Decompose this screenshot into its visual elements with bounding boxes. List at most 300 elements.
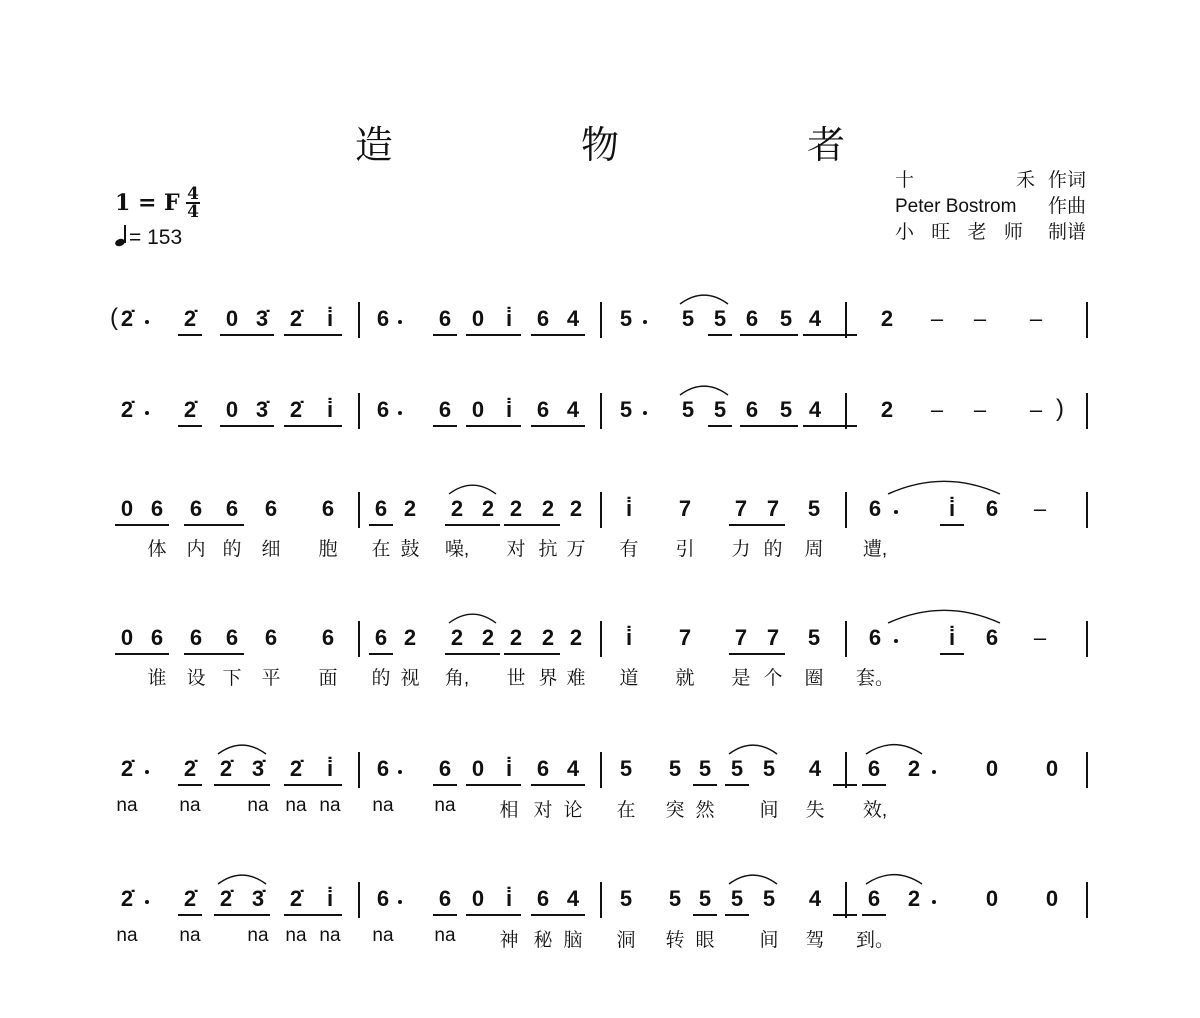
slur — [866, 745, 922, 754]
bar-line — [845, 752, 847, 788]
credit-name: 十 禾 — [895, 170, 1035, 191]
beam-underline — [504, 524, 560, 526]
lyric-syllable: 周 — [804, 539, 824, 560]
beam-underline — [214, 914, 270, 916]
note: 2 — [907, 756, 921, 781]
lyric-syllable: na — [116, 795, 138, 816]
note: 6 — [536, 397, 550, 422]
lyric-syllable: na — [247, 795, 269, 816]
credit-role: 制谱 — [1047, 222, 1086, 243]
beam-underline — [708, 425, 732, 427]
beam-underline — [178, 784, 202, 786]
beam-underline — [433, 334, 457, 336]
note: 4 — [808, 397, 822, 422]
beam-underline — [178, 334, 202, 336]
lyric-syllable: 个 — [763, 668, 783, 689]
slur — [888, 610, 1000, 623]
note: 6 — [867, 886, 881, 911]
note: 2 — [509, 625, 523, 650]
time-signature — [186, 186, 200, 220]
note: 4 — [808, 756, 822, 781]
beam-underline — [115, 653, 169, 655]
note: 2 — [481, 625, 495, 650]
note: 6 — [376, 886, 390, 911]
lyric-syllable: 设 — [186, 668, 206, 689]
note: 4 — [808, 886, 822, 911]
note: – — [930, 397, 944, 422]
lyric-syllable: 的 — [763, 539, 783, 560]
augmentation-dot — [145, 770, 149, 774]
note: 2 — [450, 625, 464, 650]
lyric-syllable: 在 — [616, 800, 636, 821]
note: 0 — [120, 625, 134, 650]
bar-line — [845, 882, 847, 918]
note: 2 — [403, 496, 417, 521]
lyric-syllable: na — [285, 795, 307, 816]
beam-underline — [531, 914, 585, 916]
note: 6 — [264, 496, 278, 521]
lyric-syllable: 神 — [499, 930, 519, 951]
bar-line — [358, 882, 360, 918]
note: 5 — [619, 886, 633, 911]
note: 2̇ — [183, 886, 197, 911]
note: 2 — [907, 886, 921, 911]
note: 2̇ — [289, 756, 303, 781]
bar-line — [600, 393, 602, 429]
note: 6 — [150, 496, 164, 521]
bar-line — [1086, 393, 1088, 429]
note: i̇ — [326, 397, 334, 422]
augmentation-dot — [932, 900, 936, 904]
lyric-syllable: 角, — [444, 668, 470, 689]
lyric-syllable: 万 — [566, 539, 586, 560]
note: 5 — [668, 756, 682, 781]
beam-underline — [466, 914, 521, 916]
note: 6 — [376, 756, 390, 781]
lyric-syllable: 就 — [675, 668, 695, 689]
note: 6 — [376, 306, 390, 331]
lyric-syllable: 难 — [566, 668, 586, 689]
lyric-syllable: 洞 — [616, 930, 636, 951]
note: 6 — [225, 496, 239, 521]
beam-underline — [284, 784, 342, 786]
lyric-syllable: 遭, — [862, 539, 888, 560]
note: 6 — [867, 756, 881, 781]
note: 0 — [471, 397, 485, 422]
bar-line — [358, 752, 360, 788]
note: 4 — [808, 306, 822, 331]
beam-underline — [178, 914, 202, 916]
note: 2 — [569, 496, 583, 521]
slur — [449, 614, 496, 623]
lyric-syllable: 突 — [665, 800, 685, 821]
beam-underline — [115, 524, 169, 526]
note: 3̇ — [251, 886, 265, 911]
lyric-syllable: 脑 — [563, 930, 583, 951]
note: 2̇ — [183, 756, 197, 781]
note: 7 — [734, 496, 748, 521]
repeat-open-paren: ( — [110, 304, 118, 331]
note: 2̇ — [183, 397, 197, 422]
note: 6 — [985, 625, 999, 650]
lyric-syllable: 间 — [759, 930, 779, 951]
note: 2̇ — [219, 756, 233, 781]
lyric-syllable: 的 — [371, 668, 391, 689]
note: 6 — [189, 496, 203, 521]
augmentation-dot — [398, 411, 402, 415]
lyric-syllable: 失 — [805, 800, 825, 821]
note: 5 — [807, 496, 821, 521]
beam-underline — [433, 914, 457, 916]
slur — [218, 745, 266, 754]
note: 0 — [225, 306, 239, 331]
lyric-syllable: 到。 — [855, 930, 895, 951]
beam-underline — [369, 653, 393, 655]
beam-underline — [803, 425, 857, 427]
lyric-syllable: 对 — [533, 800, 553, 821]
credit-name: Peter Bostrom — [895, 196, 1017, 217]
note: i̇ — [505, 886, 513, 911]
beam-underline — [466, 784, 521, 786]
note: i̇ — [625, 496, 633, 521]
lyric-syllable: na — [434, 795, 456, 816]
note: 6 — [374, 625, 388, 650]
note: 3̇ — [255, 397, 269, 422]
beam-underline — [940, 524, 964, 526]
time-numerator: 4 — [187, 184, 199, 204]
beam-underline — [220, 425, 274, 427]
lyric-syllable: 在 — [371, 539, 391, 560]
lyric-syllable: 面 — [318, 668, 338, 689]
lyric-syllable: 抗 — [538, 539, 558, 560]
lyric-syllable: na — [434, 925, 456, 946]
lyric-syllable: 谁 — [147, 668, 167, 689]
lyric-syllable: 内 — [186, 539, 206, 560]
note: 2 — [403, 625, 417, 650]
slur — [680, 295, 728, 304]
note: 4 — [566, 397, 580, 422]
augmentation-dot — [398, 770, 402, 774]
beam-underline — [729, 653, 785, 655]
beam-underline — [178, 425, 202, 427]
lyric-syllable: 体 — [147, 539, 167, 560]
augmentation-dot — [894, 510, 898, 514]
note: 6 — [536, 306, 550, 331]
note: 5 — [779, 306, 793, 331]
note: 5 — [681, 397, 695, 422]
note: i̇ — [326, 886, 334, 911]
note: 0 — [120, 496, 134, 521]
beam-underline — [725, 784, 749, 786]
beam-underline — [220, 334, 274, 336]
beam-underline — [531, 784, 585, 786]
lyric-syllable: 鼓 — [400, 539, 420, 560]
lyric-syllable: 细 — [261, 539, 281, 560]
note: – — [930, 306, 944, 331]
note: i̇ — [625, 625, 633, 650]
lyric-syllable: 力 — [731, 539, 751, 560]
slur — [680, 386, 728, 395]
beam-underline — [284, 334, 342, 336]
note: 5 — [681, 306, 695, 331]
note: i̇ — [505, 397, 513, 422]
bar-line — [1086, 492, 1088, 528]
lyric-syllable: 然 — [695, 800, 715, 821]
tempo-value: = 153 — [129, 226, 183, 249]
beam-underline — [184, 524, 244, 526]
quarter-note-icon — [115, 226, 129, 246]
note: 2 — [541, 496, 555, 521]
beam-underline — [740, 425, 798, 427]
lyric-syllable: 世 — [506, 668, 526, 689]
bar-line — [600, 492, 602, 528]
note: 5 — [713, 397, 727, 422]
beam-underline — [693, 914, 717, 916]
note: – — [973, 397, 987, 422]
bar-line — [845, 302, 847, 338]
tempo-marking — [115, 226, 182, 250]
note: 6 — [536, 886, 550, 911]
note: 7 — [678, 496, 692, 521]
note: 4 — [566, 756, 580, 781]
lyric-syllable: na — [319, 925, 341, 946]
time-denominator: 4 — [187, 202, 199, 222]
note: 5 — [713, 306, 727, 331]
bar-line — [845, 621, 847, 657]
beam-underline — [214, 784, 270, 786]
note: 6 — [374, 496, 388, 521]
note: 2 — [481, 496, 495, 521]
lyric-syllable: na — [285, 925, 307, 946]
note: 0 — [1045, 756, 1059, 781]
credit-role: 作词 — [1047, 170, 1086, 191]
slur — [866, 875, 922, 884]
augmentation-dot — [145, 411, 149, 415]
note: 5 — [762, 886, 776, 911]
beam-underline — [862, 914, 886, 916]
note: – — [1033, 625, 1047, 650]
note: i̇ — [326, 306, 334, 331]
beam-underline — [504, 653, 560, 655]
note: i̇ — [505, 756, 513, 781]
augmentation-dot — [145, 320, 149, 324]
slur — [729, 745, 777, 754]
augmentation-dot — [145, 900, 149, 904]
note: 2̇ — [289, 306, 303, 331]
lyric-syllable: 效, — [862, 800, 888, 821]
lyric-syllable: na — [372, 795, 394, 816]
note: 5 — [779, 397, 793, 422]
note: 7 — [734, 625, 748, 650]
lyric-syllable: 是 — [731, 668, 751, 689]
lyric-syllable: 论 — [563, 800, 583, 821]
note: 5 — [730, 886, 744, 911]
note: 6 — [321, 496, 335, 521]
beam-underline — [833, 914, 857, 916]
note: 0 — [471, 756, 485, 781]
beam-underline — [284, 425, 342, 427]
slur — [449, 485, 496, 494]
lyric-syllable: 视 — [400, 668, 420, 689]
note: 2̇ — [219, 886, 233, 911]
augmentation-dot — [398, 900, 402, 904]
lyric-syllable: na — [179, 925, 201, 946]
augmentation-dot — [932, 770, 936, 774]
note: i̇ — [326, 756, 334, 781]
beam-underline — [433, 784, 457, 786]
note: 2̇ — [120, 306, 134, 331]
credit-name: 小 旺 老 师 — [895, 222, 1029, 243]
bar-line — [358, 621, 360, 657]
note: i̇ — [948, 625, 956, 650]
beam-underline — [369, 524, 393, 526]
augmentation-dot — [643, 320, 647, 324]
lyric-syllable: 间 — [759, 800, 779, 821]
note: 6 — [225, 625, 239, 650]
note: 6 — [745, 397, 759, 422]
augmentation-dot — [643, 411, 647, 415]
lyric-syllable: na — [247, 925, 269, 946]
note: 2̇ — [289, 397, 303, 422]
beam-underline — [466, 425, 521, 427]
note: 2̇ — [120, 756, 134, 781]
note: 6 — [438, 886, 452, 911]
note: 2 — [450, 496, 464, 521]
beam-underline — [940, 653, 964, 655]
bar-line — [358, 302, 360, 338]
lyric-syllable: 引 — [675, 539, 695, 560]
lyric-syllable: 驾 — [805, 930, 825, 951]
note: 6 — [189, 625, 203, 650]
note: 6 — [376, 397, 390, 422]
lyric-syllable: na — [179, 795, 201, 816]
bar-line — [1086, 752, 1088, 788]
lyric-syllable: 界 — [538, 668, 558, 689]
note: 5 — [668, 886, 682, 911]
lyric-syllable: 有 — [619, 539, 639, 560]
note: 2̇ — [289, 886, 303, 911]
note: 0 — [471, 306, 485, 331]
slur — [218, 875, 266, 884]
bar-line — [600, 621, 602, 657]
note: 4 — [566, 306, 580, 331]
beam-underline — [531, 334, 585, 336]
note: 6 — [438, 306, 452, 331]
beam-underline — [708, 334, 732, 336]
note: 2 — [880, 306, 894, 331]
beam-underline — [466, 334, 521, 336]
beam-underline — [862, 784, 886, 786]
bar-line — [845, 492, 847, 528]
note: 6 — [438, 397, 452, 422]
note: – — [973, 306, 987, 331]
slur — [729, 875, 777, 884]
note: 6 — [868, 496, 882, 521]
credit-role: 作曲 — [1047, 196, 1086, 217]
beam-underline — [284, 914, 342, 916]
lyric-syllable: 对 — [506, 539, 526, 560]
note: 5 — [619, 756, 633, 781]
note: 6 — [264, 625, 278, 650]
beam-underline — [184, 653, 244, 655]
slur — [888, 481, 1000, 494]
note: 6 — [536, 756, 550, 781]
note: 2 — [880, 397, 894, 422]
note: 6 — [985, 496, 999, 521]
bar-line — [358, 393, 360, 429]
note: 7 — [766, 496, 780, 521]
beam-underline — [833, 784, 857, 786]
lyric-syllable: na — [116, 925, 138, 946]
repeat-close-paren: ) — [1056, 395, 1064, 422]
lyric-syllable: 胞 — [318, 539, 338, 560]
note: 7 — [678, 625, 692, 650]
note: 5 — [619, 397, 633, 422]
lyric-syllable: na — [319, 795, 341, 816]
note: 2 — [541, 625, 555, 650]
note: 6 — [745, 306, 759, 331]
note: 5 — [619, 306, 633, 331]
note: 0 — [225, 397, 239, 422]
beam-underline — [693, 784, 717, 786]
note: 7 — [766, 625, 780, 650]
lyric-syllable: 道 — [619, 668, 639, 689]
bar-line — [358, 492, 360, 528]
lyric-syllable: 平 — [261, 668, 281, 689]
note: 5 — [698, 886, 712, 911]
bar-line — [1086, 302, 1088, 338]
beam-underline — [531, 425, 585, 427]
note: – — [1029, 397, 1043, 422]
lyric-syllable: 下 — [222, 668, 242, 689]
note: 2̇ — [120, 886, 134, 911]
note: 0 — [471, 886, 485, 911]
note: 6 — [868, 625, 882, 650]
augmentation-dot — [894, 639, 898, 643]
lyric-syllable: 相 — [499, 800, 519, 821]
lyric-syllable: 套。 — [855, 668, 895, 689]
note: 2 — [569, 625, 583, 650]
augmentation-dot — [398, 320, 402, 324]
lyric-syllable: 转 — [665, 930, 685, 951]
lyric-syllable: 眼 — [695, 930, 715, 951]
bar-line — [600, 752, 602, 788]
note: 2̇ — [120, 397, 134, 422]
lyric-syllable: 噪, — [444, 539, 470, 560]
note: 5 — [698, 756, 712, 781]
lyric-syllable: 的 — [222, 539, 242, 560]
lyric-syllable: na — [372, 925, 394, 946]
beam-underline — [725, 914, 749, 916]
beam-underline — [803, 334, 857, 336]
note: 3̇ — [255, 306, 269, 331]
note: 3̇ — [251, 756, 265, 781]
note: 0 — [985, 756, 999, 781]
note: – — [1029, 306, 1043, 331]
song-title: 造 物 者 — [354, 123, 934, 167]
lyric-syllable: 秘 — [533, 930, 553, 951]
bar-line — [600, 882, 602, 918]
note: 0 — [985, 886, 999, 911]
beam-underline — [729, 524, 785, 526]
bar-line — [845, 393, 847, 429]
note: 5 — [807, 625, 821, 650]
beam-underline — [445, 653, 500, 655]
note: 6 — [438, 756, 452, 781]
bar-line — [600, 302, 602, 338]
note: 2 — [509, 496, 523, 521]
beam-underline — [740, 334, 798, 336]
